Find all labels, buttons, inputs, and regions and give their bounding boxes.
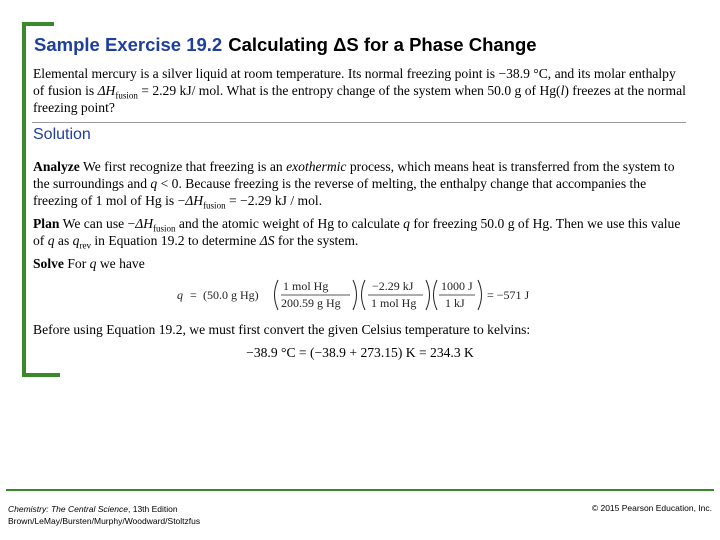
q-symbol: q xyxy=(403,216,410,231)
rev-subscript: rev xyxy=(79,240,91,251)
analyze-text-3: < 0. Because freezing is the reverse of melting, the enthalpy change that accompanies the freezing of 1 mol of Hg is − xyxy=(33,176,647,208)
solve-text-1: For xyxy=(63,256,90,271)
analyze-label: Analyze xyxy=(33,159,80,174)
analyze-text-4: = −2.29 kJ / mol. xyxy=(225,193,323,208)
section-divider xyxy=(32,122,686,123)
analyze-text-1: We first recognize that freezing is an xyxy=(79,159,287,174)
footer-rule xyxy=(6,489,714,491)
exothermic-term: exothermic xyxy=(286,159,347,174)
frac1-denominator: 200.59 g Hg xyxy=(281,296,341,310)
plan-text-4: as xyxy=(54,233,73,248)
eq-lhs: q xyxy=(177,288,183,302)
book-authors: Brown/LeMay/Bursten/Murphy/Woodward/Stoltzfus xyxy=(8,516,201,526)
eq-result: = −571 J xyxy=(487,288,530,302)
solve-paragraph xyxy=(33,255,145,272)
exercise-number: Sample Exercise 19.2 xyxy=(34,34,223,55)
paren-left-3 xyxy=(434,280,438,310)
plan-text-2: and the atomic weight of Hg to calculate xyxy=(175,216,404,231)
book-title: Chemistry: The Central Science xyxy=(8,504,128,514)
solve-label: Solve xyxy=(33,256,64,271)
fusion-subscript: fusion xyxy=(153,223,176,234)
delta-h-symbol: ΔH xyxy=(135,216,154,231)
q-symbol: q xyxy=(47,233,55,248)
plan-paragraph xyxy=(33,215,688,249)
frac2-numerator: −2.29 kJ xyxy=(372,279,414,293)
delta-h-symbol: ΔH xyxy=(97,83,116,98)
frac2-denominator: 1 mol Hg xyxy=(371,296,417,310)
book-edition: , 13th Edition xyxy=(128,504,178,514)
solve-text-2: we have xyxy=(96,256,145,271)
plan-text-1: We can use − xyxy=(59,216,136,231)
paren-right-3 xyxy=(478,280,482,310)
plan-text-3: for freezing 50.0 g of Hg. Then we use this value of xyxy=(33,216,681,248)
analyze-text-2: process, which means heat is transferred from the system to the surroundings and xyxy=(33,159,675,191)
green-bracket-bottom xyxy=(22,373,60,377)
heat-calculation-equation xyxy=(175,274,535,316)
plan-text-6: for the system. xyxy=(274,233,359,248)
plan-text-5: in Equation 19.2 to determine xyxy=(90,233,260,248)
green-bracket-vertical xyxy=(22,22,26,377)
paren-right-1 xyxy=(353,280,357,310)
paren-right-2 xyxy=(426,280,430,310)
paren-left-2 xyxy=(362,280,366,310)
frac3-denominator: 1 kJ xyxy=(445,296,465,310)
liquid-state-symbol: l xyxy=(560,83,565,98)
eq-equals: = xyxy=(190,288,197,302)
exercise-title xyxy=(34,34,537,56)
fusion-subscript: fusion xyxy=(115,90,138,101)
q-symbol: q xyxy=(150,176,158,191)
temperature-conversion-equation: −38.9 °C = (−38.9 + 273.15) K = 234.3 K xyxy=(246,345,474,360)
solution-heading: Solution xyxy=(33,126,91,143)
problem-statement xyxy=(33,65,688,116)
problem-text-3: ) freezes at the normal freezing point? xyxy=(33,83,686,115)
eq-mass: (50.0 g Hg) xyxy=(203,288,259,302)
fusion-subscript: fusion xyxy=(203,200,226,211)
q-symbol: q xyxy=(89,256,97,271)
footer-citation xyxy=(8,503,200,527)
copyright-notice: © 2015 Pearson Education, Inc. xyxy=(591,503,712,513)
green-bracket-top xyxy=(22,22,54,26)
analyze-paragraph xyxy=(33,158,688,209)
temperature-conversion-intro: Before using Equation 19.2, we must first convert the given Celsius temperature to kelvins: xyxy=(33,322,531,337)
problem-text-1: Elemental mercury is a silver liquid at room temperature. Its normal freezing point is −38.9 °C, and its molar enthalpy of fusion is xyxy=(33,66,676,98)
frac1-numerator: 1 mol Hg xyxy=(283,279,329,293)
plan-label: Plan xyxy=(33,216,60,231)
exercise-topic: Calculating ΔS for a Phase Change xyxy=(228,34,537,55)
q-rev-symbol: q xyxy=(72,233,80,248)
delta-h-symbol: ΔH xyxy=(185,193,204,208)
paren-left-1 xyxy=(275,280,279,310)
frac3-numerator: 1000 J xyxy=(441,279,473,293)
delta-s-symbol: ΔS xyxy=(259,233,275,248)
problem-text-2: = 2.29 kJ/ mol. What is the entropy change of the system when 50.0 g of Hg( xyxy=(137,83,561,98)
